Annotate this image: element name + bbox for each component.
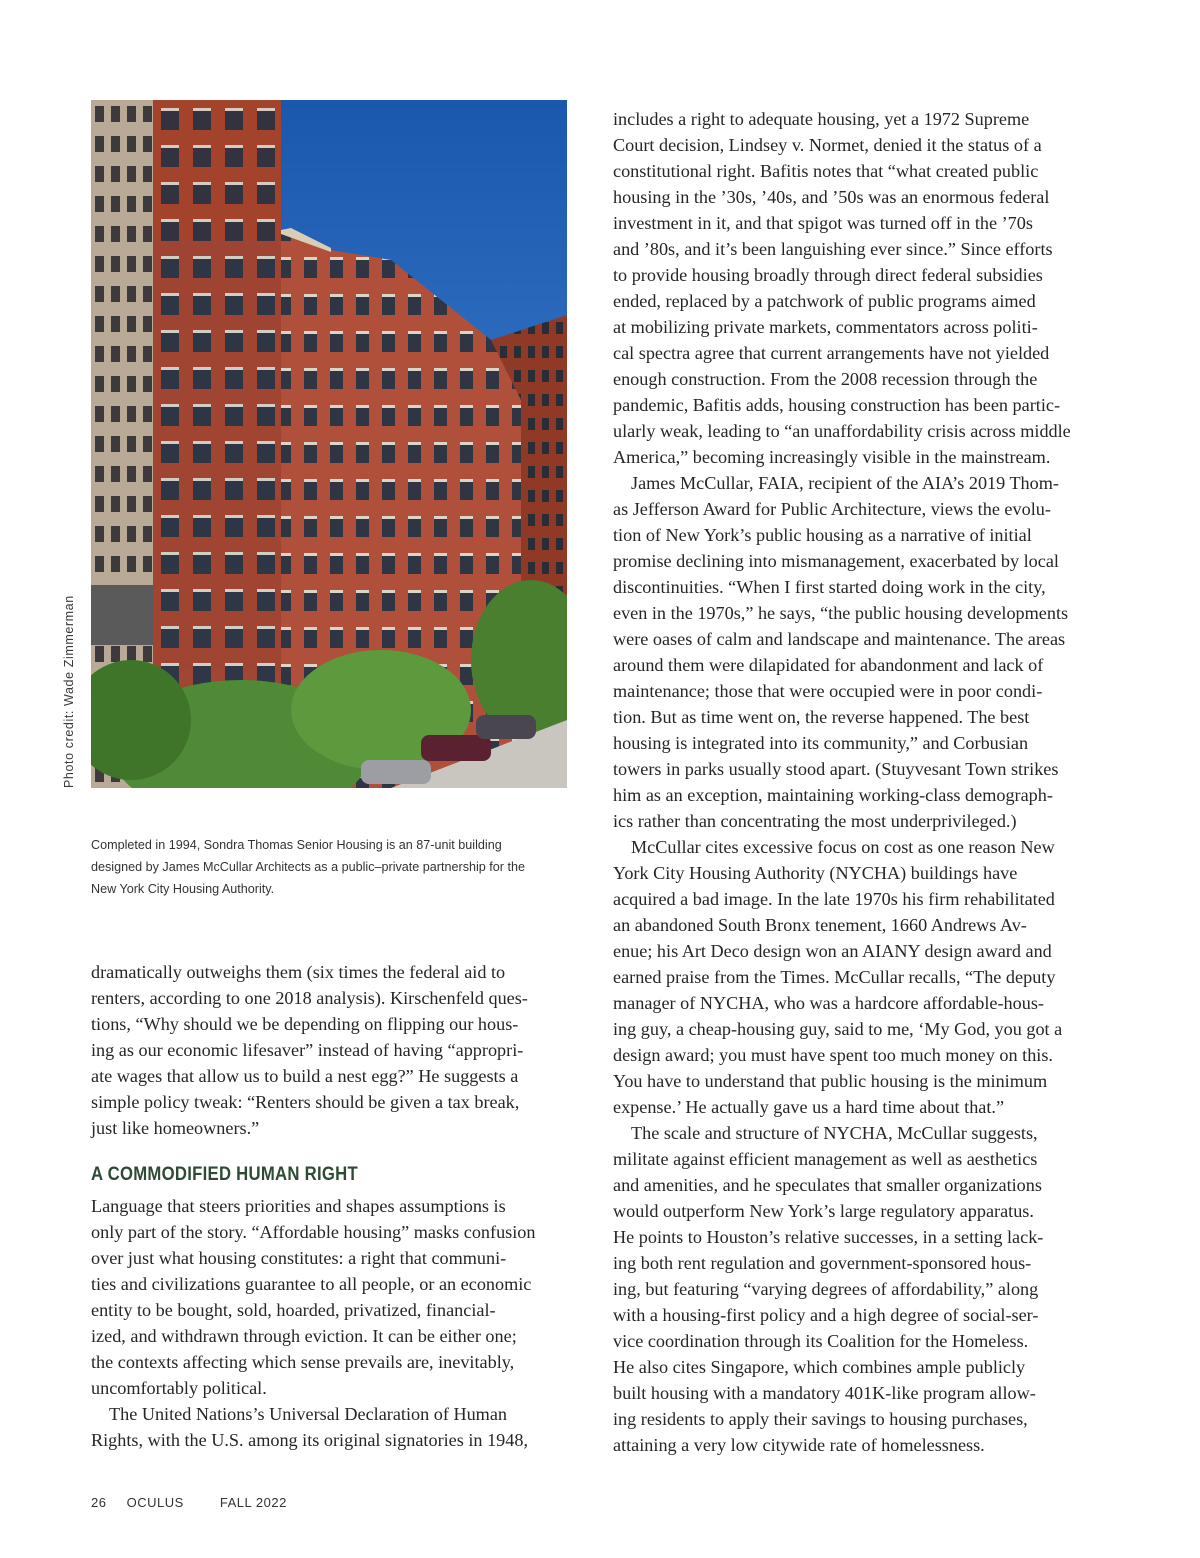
text-line: over just what housing constitutes: a right that communi- [91,1248,507,1268]
text-line: design award; you must have spent too much money on this. [613,1045,1053,1065]
photo-credit: Photo credit: Wade Zimmerman [62,595,76,788]
text-line: ics rather than concentrating the most underprivileged.) [613,811,1017,831]
text-line: ing as our economic lifesaver” instead of having “appropri- [91,1040,524,1060]
text-line: attaining a very low citywide rate of homelessness. [613,1435,985,1455]
text-line: renters, according to one 2018 analysis). Kirschenfeld ques- [91,988,528,1008]
text-line: and amenities, and he speculates that smaller organizations [613,1175,1042,1195]
text-line: were oases of calm and landscape and maintenance. The areas [613,629,1066,649]
text-line: manager of NYCHA, who was a hardcore affordable-hous- [613,993,1044,1013]
text-line: tions, “Why should we be depending on flipping our hous- [91,1014,519,1034]
text-line: towers in parks usually stood apart. (Stuyvesant Town strikes [613,759,1059,779]
text-line: cal spectra agree that current arrangements have not yielded [613,343,1050,363]
text-line: James McCullar, FAIA, recipient of the AIA’s 2019 Thom- [631,473,1059,493]
text-line: acquired a bad image. In the late 1970s his firm rehabilitated [613,889,1055,909]
text-line: ended, replaced by a patchwork of public programs aimed [613,291,1036,311]
text-line: militate against efficient management as well as aesthetics [613,1149,1038,1169]
text-line: York City Housing Authority (NYCHA) buildings have [613,863,1018,883]
text-line: the contexts affecting which sense prevails are, inevitably, [91,1352,515,1372]
text-line: just like homeowners.” [91,1118,260,1138]
right-column-text [613,106,1091,1458]
text-line: with a housing-first policy and a high degree of social-ser- [613,1305,1039,1325]
text-line: would outperform New York’s large regulatory apparatus. [613,1201,1034,1221]
issue-label: FALL 2022 [219,1495,287,1510]
text-line: ate wages that allow us to build a nest egg?” He suggests a [91,1066,519,1086]
caption-line: New York City Housing Authority. [91,882,275,896]
text-line: only part of the story. “Affordable housing” masks confusion [91,1222,536,1242]
text-line: ized, and withdrawn through eviction. It can be either one; [91,1326,517,1346]
text-line: pandemic, Bafitis adds, housing construction has been partic- [613,395,1060,415]
text-line: ing guy, a cheap-housing guy, said to me, ‘My God, you got a [613,1019,1063,1039]
text-line: to provide housing broadly through direct federal subsidies [613,265,1043,285]
text-line: The United Nations’s Universal Declaration of Human [109,1404,507,1424]
text-line: discontinuities. “When I first started doing work in the city, [613,577,1046,597]
text-line: tion of New York’s public housing as a narrative of initial [613,525,1032,545]
text-line: constitutional right. Bafitis notes that “what created public [613,161,1039,181]
text-line: built housing with a mandatory 401K-like program allow- [613,1383,1036,1403]
text-line: promise declining into mismanagement, exacerbated by local [613,551,1059,571]
left-column-bottom-text [91,1193,569,1453]
text-line: You have to understand that public housing is the minimum [613,1071,1048,1091]
text-line: America,” becoming increasingly visible in the mainstream. [613,447,1051,467]
text-line: The scale and structure of NYCHA, McCullar suggests, [631,1123,1038,1143]
text-line: ing residents to apply their savings to housing purchases, [613,1409,1028,1429]
text-line: expense.’ He actually gave us a hard time about that.” [613,1097,1005,1117]
building-photo [91,100,567,788]
building-photo-illustration [91,100,567,788]
text-line: housing in the ’30s, ’40s, and ’50s was an enormous federal [613,187,1050,207]
text-line: He also cites Singapore, which combines ample publicly [613,1357,1026,1377]
text-line: dramatically outweighs them (six times the federal aid to [91,962,506,982]
text-line: ing, but featuring “varying degrees of affordability,” along [613,1279,1039,1299]
text-line: ing both rent regulation and government-sponsored hous- [613,1253,1032,1273]
text-line: as Jefferson Award for Public Architecture, views the evolu- [613,499,1051,519]
left-column-top-text [91,959,569,1141]
text-line: and ’80s, and it’s been languishing ever since.” Since efforts [613,239,1053,259]
text-line: around them were dilapidated for abandonment and lack of [613,655,1044,675]
text-line: even in the 1970s,” he says, “the public housing developments [613,603,1069,623]
text-line: tion. But as time went on, the reverse happened. The best [613,707,1030,727]
text-line: housing is integrated into its community,” and Corbusian [613,733,1029,753]
text-line: Language that steers priorities and shapes assumptions is [91,1196,506,1216]
text-line: entity to be bought, sold, hoarded, privatized, financial- [91,1300,496,1320]
photo-caption [91,834,567,900]
text-line: enue; his Art Deco design won an AIANY design award and [613,941,1052,961]
text-line: at mobilizing private markets, commentators across politi- [613,317,1038,337]
text-line: Rights, with the U.S. among its original signatories in 1948, [91,1430,528,1450]
text-line: earned praise from the Times. McCullar recalls, “The deputy [613,967,1056,987]
caption-line: Completed in 1994, Sondra Thomas Senior Housing is an 87-unit building [91,838,502,852]
text-line: ularly weak, leading to “an unaffordability crisis across middle [613,421,1071,441]
text-line: investment in it, and that spigot was turned off in the ’70s [613,213,1033,233]
text-line: Court decision, Lindsey v. Normet, denied it the status of a [613,135,1042,155]
text-line: an abandoned South Bronx tenement, 1660 Andrews Av- [613,915,1027,935]
section-heading: A COMMODIFIED HUMAN RIGHT [91,1164,358,1185]
text-line: McCullar cites excessive focus on cost as one reason New [631,837,1055,857]
text-line: him as an exception, maintaining working-class demograph- [613,785,1053,805]
caption-line: designed by James McCullar Architects as a public–private partnership for the [91,860,525,874]
text-line: simple policy tweak: “Renters should be given a tax break, [91,1092,520,1112]
text-line: vice coordination through its Coalition for the Homeless. [613,1331,1029,1351]
magazine-name: OCULUS [126,1495,184,1510]
text-line: uncomfortably political. [91,1378,267,1398]
text-line: ties and civilizations guarantee to all people, or an economic [91,1274,532,1294]
text-line: enough construction. From the 2008 recession through the [613,369,1038,389]
text-line: maintenance; those that were occupied were in poor condi- [613,681,1043,701]
text-line: He points to Houston’s relative successes, in a setting lack- [613,1227,1044,1247]
text-line: includes a right to adequate housing, yet a 1972 Supreme [613,109,1030,129]
page-number: 26 [91,1495,107,1510]
page-footer [91,1495,287,1510]
